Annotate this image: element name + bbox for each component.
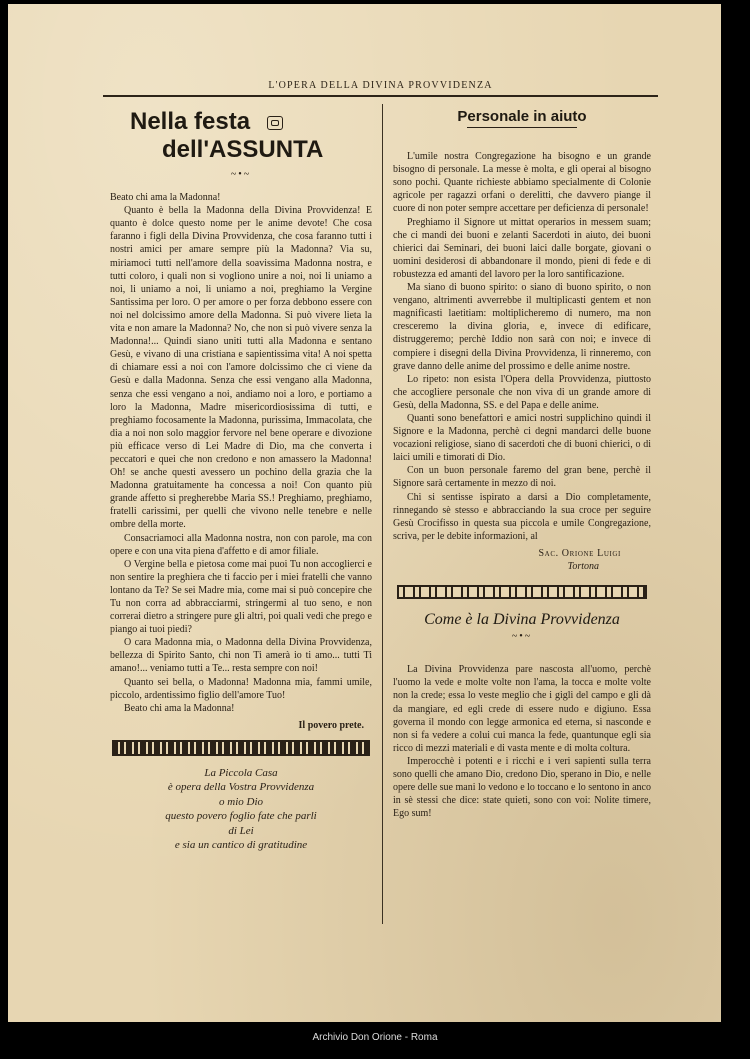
signer-name: Sac. Orione Luigi [538,547,621,559]
title-swash: ~•~ [230,169,252,180]
paragraph: Quanto sei bella, o Madonna! Madonna mia, fammi umile, piccolo, ardentissimo figlio dell'amore Tuo! [110,676,372,701]
title-underline [467,127,577,128]
poem-line: La Piccola Casa [204,766,278,779]
paragraph: Quanto è bella la Madonna della Divina Provvidenza! E quanto è dolce questo nome per le anime devote! Che cosa faranno i figli della Divina Provvidenza, che cosa faranno tutti i nostri amici per amare sempre più la Madonna? Via su, miriamoci tutti nell'amore della soavissima Madonna nostra, e tutti coloro, i quali non si vogliono unire a noi, noi li uniamo a noi, li uniamo a noi, li uniamo a noi, preghiamo la Vergine Santissima per loro. O per amore o per forza debbono essere con noi nel dolcissimo amore della Madonna. Si può vivere lieta la vita e non amare la Madonna? No, che non si può vivere senza la Madonna!... Quindi siano uniti tutti alla Madonna e sentano Gesù, e vivano di una cristiana e sapientissima vita! A noi spetta di chiamare essi a noi con l'amore dolcissimo che ci viene da Gesù e dalla Madonna. Senza che essi vengano alla Madonna, senza che essi vengano a noi, andiamo noi a loro, e portiamo a loro la Madonna, Madre misericordiosissima di tutti, e preghiamo focosamente la Madonna, purissima, Immacolata, che dia a noi non solo maggior fervore nel bene operare e divozione più efficace verso di Lei Madre di Dio, ma che converta i peccatori e quei che non credono e non amassero la Madonna! Oh! se anche questi avessero un pochino della grazia che la Madonna gratuitamente ha concessa a noi! Con quanto più grande affetto si pregherebbe Maria SS.! Preghiamo, preghiamo, fratelli carissimi, per quelli che vivono nelle tenebre e nelle ombre della morte. [110,205,372,531]
paragraph: Imperocchè i potenti e i ricchi e i veri sapienti sulla terra sono quelli che amano Dio, credono Dio, sperano in Dio, e nelle opere delle sue mani lo vedono e lo toccano e lo sentono in anco in sè stessi che dice: state quieti, sono con voi: Nolite timere, Ego sum! [393,755,651,820]
paragraph: O cara Madonna mia, o Madonna della Divina Provvidenza, bellezza di Spirito Santo, chi non Ti amerà io ti amo... tutti Ti amano!... veniamo tutti a Te... resta sempre con noi! [110,637,372,675]
ornament-icon [267,116,283,130]
page-sheet [8,4,721,1022]
paragraph: Ma siano di buono spirito: o siano di buono spirito, o non vengano, altrimenti avverrebbe il multiplicasti gentem et non magnificasti laetitiam: moltiplicheremo di numero, ma non cresceremo la divina gloria, e, invece di edificare, distruggeremo; perchè Iddio non sarà con noi; e invece di compiere i disegni della Divina Provvidenza, li rinneremo, con grave danno delle anime del prossimo e delle anime nostre. [393,282,651,372]
paragraph: Quanti sono benefattori e amici nostri supplichino quindi il Signore e la Madonna, perchè ci degni mandarci delle buone vocazioni religiose, siano di sacerdoti che di buoni chierici, o di laici umili e timorati di Dio. [393,412,651,464]
poem-line: è opera della Vostra Provvidenza [167,781,315,794]
ornamental-border [112,740,370,756]
article-title-line2 [162,136,372,164]
paragraph: L'umile nostra Congregazione ha bisogno e un grande bisogno di personale. La messe è molta, e gli operai al bisogno sono pochi. Quante richieste abbiamo specialmente di Colonie agricole per ragazzi orfani o derelitti, che davvero piange il cuore di non poter sempre accettare per deficienza di personale! [393,151,651,215]
paragraph: O Vergine bella e pietosa come mai puoi Tu non accoglierci e non sentire la preghiera che ti faccio per i miei fratelli che vanno lontano da Te? Se sei Madre mia, come mai si può concepire che Tu non corra ad abbracciarmi, stringermi al tuo seno, e non correrai dietro a stringere pure gli altri, poi quali vedi che prego e piango ai tuoi piedi? [110,558,372,636]
archive-caption: Archivio Don Orione - Roma [312,1032,438,1043]
article-signature: Il povero prete. [298,719,364,731]
poem-line: questo povero foglio fate che parli [165,810,317,823]
header-rule [103,95,658,97]
signer-place: Tortona [567,561,599,572]
article-title-line1 [130,108,372,136]
column-divider [382,104,383,924]
paragraph: Lo ripeto: non esista l'Opera della Provvidenza, piuttosto che accogliere personale che non viva di un grande amore di Gesù, della Madonna, SS. e del Papa e delle anime. [393,373,651,411]
title-line2-text: dell'ASSUNTA [162,136,324,163]
paragraph: Con un buon personale faremo del gran bene, perchè il Signore sarà certamente in mezzo di noi. [393,465,651,490]
ornamental-border [397,585,647,599]
running-header: L'OPERA DELLA DIVINA PROVVIDENZA [268,80,493,91]
poem-line: di Lei [228,824,254,837]
poem-block [110,766,372,853]
left-column [110,108,372,853]
paragraph: Beato chi ama la Madonna! [110,192,221,204]
paragraph: La Divina Provvidenza pare nascosta all'uomo, perchè l'uomo la vede e molte volte non l'ama, la tocca e molte volte non la crede; essa lo veste meglio che i gigli del campo e gli dà da mangiare, ed egli crede di essere nudo e digiuno. Essa governa il mondo con legge armonica ed eterna, si nasconde e non si fa vedere a colui cui manca la fede, quantunque egli sia ricco di mezzi materiali e di vasta mente e di molta coltura. [393,664,651,754]
poem-line: o mio Dio [219,795,263,808]
paragraph: Preghiamo il Signore ut mittat operarios in messem suam; che ci mandi dei buoni e zelanti Sacerdoti in aiuto, dei buoni chierici dai Seminari, dei buoni laici dalle borgate, giovani o uomini desiderosi di abbandonare il mondo, pieni di fede e di robustezza ed amanti del lavoro per la loro santificazione. [393,216,651,280]
title-line1-text: Nella festa [130,108,251,135]
title-swash: ~•~ [511,631,533,643]
paragraph: Consacriamoci alla Madonna nostra, non con parole, ma con opere e con una vita piena d'affetto e di amor filiale. [110,532,372,557]
paragraph: Beato chi ama la Madonna! [124,702,235,714]
poem-line: e sia un cantico di gratitudine [174,839,308,852]
provvidenza-title: Come è la Divina Provvidenza [424,611,620,629]
paragraph: Chi si sentisse ispirato a darsi a Dio completamente, rinnegando sè stesso e abbracciando la sua croce per seguire Gesù Crocifisso in questa sua piccola e umile Congregazione, scriva, per le debite informazioni, al [393,491,651,542]
right-column [393,108,651,820]
personale-title: Personale in aiuto [457,108,587,125]
